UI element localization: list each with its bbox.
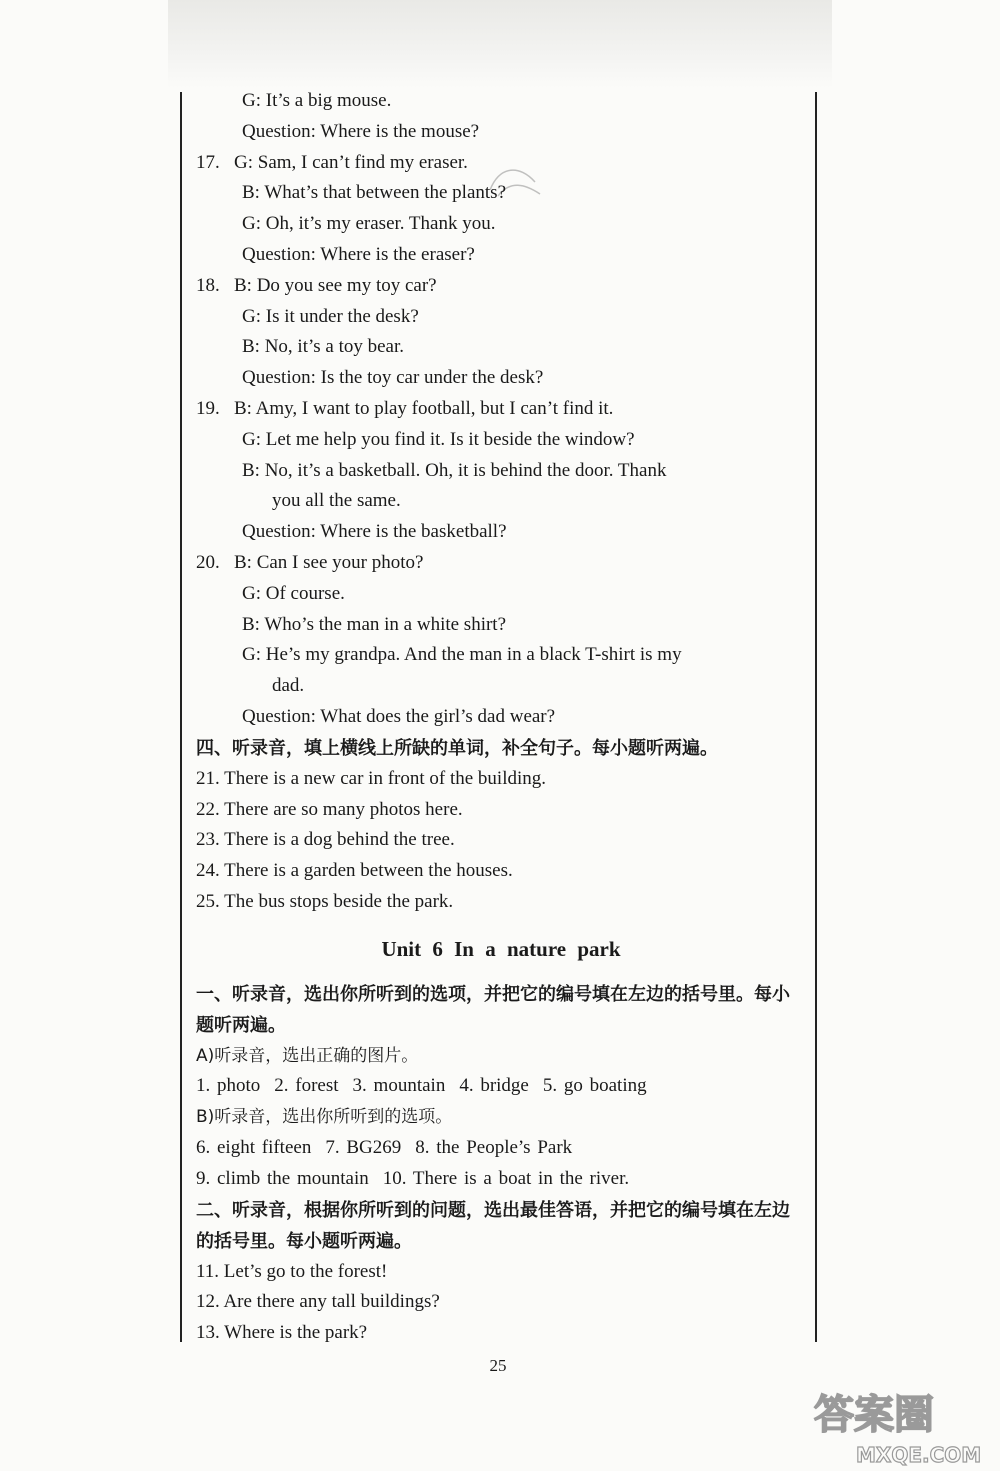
option-item: 8. the People’s Park xyxy=(415,1136,573,1158)
dialogue-line xyxy=(196,302,806,333)
dialogue-text: dad. xyxy=(272,675,305,697)
dialogue-line xyxy=(196,271,806,302)
dialogue-line xyxy=(196,671,806,702)
list-item: 12. Are there any tall buildings? xyxy=(196,1291,440,1313)
option-item: 7. BG269 xyxy=(325,1136,402,1158)
option-item: 10. There is a boat in the river. xyxy=(382,1167,630,1189)
dialogue-line xyxy=(196,610,806,641)
list-item: 21. There is a new car in front of the building. xyxy=(196,767,546,789)
option-item: 3. mountain xyxy=(352,1075,446,1097)
item-number: 18. xyxy=(196,274,220,296)
dialogue-text: G: Let me help you find it. Is it beside the window? xyxy=(242,428,635,450)
section4-heading: 四、听录音，填上横线上所缺的单词，补全句子。每小题听两遍。 xyxy=(196,737,718,759)
dialogue-line xyxy=(196,394,806,425)
unit-section1-heading: 一、听录音，选出你所听到的选项，并把它的编号填在左边的括号里。每小题听两遍。 xyxy=(196,983,790,1036)
dialogue-text: B: Who’s the man in a white shirt? xyxy=(242,613,507,635)
option-item: 6. eight fifteen xyxy=(196,1136,312,1158)
dialogue-line xyxy=(196,209,806,240)
list-item: 25. The bus stops beside the park. xyxy=(196,890,454,912)
dialogue-line xyxy=(196,640,806,671)
dialogue-line xyxy=(196,517,806,548)
dialogue-text: Question: What does the girl’s dad wear? xyxy=(242,705,556,727)
dialogue-line xyxy=(196,86,806,117)
dialogue-text: G: Sam, I can’t find my eraser. xyxy=(234,151,468,173)
dialogue-text: Question: Is the toy car under the desk? xyxy=(242,367,544,389)
dialogue-text: B: No, it’s a toy bear. xyxy=(242,336,405,358)
list-item: 11. Let’s go to the forest! xyxy=(196,1260,388,1282)
item-number: 19. xyxy=(196,397,220,419)
option-item: 4. bridge xyxy=(459,1075,529,1097)
dialogue-text: G: He’s my grandpa. And the man in a black T-shirt is my xyxy=(242,644,682,666)
page-number: 25 xyxy=(489,1356,507,1375)
page-content xyxy=(196,86,806,1349)
list-item: 22. There are so many photos here. xyxy=(196,798,463,820)
dialogue-line xyxy=(196,178,806,209)
dialogue-text: G: Oh, it’s my eraser. Thank you. xyxy=(242,213,496,235)
dialogue-text: B: What’s that between the plants? xyxy=(242,182,506,204)
dialogue-line xyxy=(196,579,806,610)
option-item: 9. climb the mountain xyxy=(196,1167,369,1189)
list-item: 23. There is a dog behind the tree. xyxy=(196,829,455,851)
dialogue-line xyxy=(196,548,806,579)
section4-list xyxy=(196,764,806,918)
section2-list xyxy=(196,1257,806,1349)
site-watermark-logo xyxy=(808,1378,996,1468)
dialogue-text: B: Amy, I want to play football, but I can’t find it. xyxy=(234,397,614,419)
dialogue-text: B: Can I see your photo? xyxy=(234,551,424,573)
dialogue-line xyxy=(196,486,806,517)
left-margin-rule xyxy=(180,92,182,1342)
dialogue-line xyxy=(196,240,806,271)
item-number: 20. xyxy=(196,551,220,573)
dialogue-line xyxy=(196,332,806,363)
dialogue-line xyxy=(196,702,806,733)
dialogue-line xyxy=(196,425,806,456)
dialogue-text: Question: Where is the mouse? xyxy=(242,120,480,142)
dialogue-text: B: Do you see my toy car? xyxy=(234,274,437,296)
dialogue-text: Question: Where is the eraser? xyxy=(242,243,475,265)
option-item: 1. photo xyxy=(196,1075,261,1097)
dialogue-text: G: Of course. xyxy=(242,582,345,604)
dialogue-text: B: No, it’s a basketball. Oh, it is behind the door. Thank xyxy=(242,459,667,481)
partB-heading: B)听录音，选出你所听到的选项。 xyxy=(196,1107,453,1128)
unit-title: Unit 6 In a nature park xyxy=(381,936,621,961)
dialogue-text: G: It’s a big mouse. xyxy=(242,90,392,111)
partB-items-row1 xyxy=(196,1133,806,1164)
right-margin-rule xyxy=(815,92,817,1342)
dialogue-text: G: Is it under the desk? xyxy=(242,305,419,327)
dialogue-text: you all the same. xyxy=(272,490,401,512)
list-item: 24. There is a garden between the houses. xyxy=(196,860,513,882)
list-item: 13. Where is the park? xyxy=(196,1322,368,1344)
item-number: 17. xyxy=(196,151,220,173)
dialogue-text: Question: Where is the basketball? xyxy=(242,521,507,543)
partA-items xyxy=(196,1071,806,1102)
dialogue-line xyxy=(196,456,806,487)
dialogue-line xyxy=(196,117,806,148)
option-item: 2. forest xyxy=(274,1075,339,1097)
option-item: 5. go boating xyxy=(542,1075,647,1097)
partB-items-row2 xyxy=(196,1164,806,1195)
scan-shadow xyxy=(168,0,832,88)
dialogue-line xyxy=(196,148,806,179)
watermark-site-text: MXQE.COM xyxy=(856,1443,982,1467)
partA-heading: A)听录音，选出正确的图片。 xyxy=(196,1045,419,1066)
dialogue-list xyxy=(196,86,806,733)
unit-section2-heading: 二、听录音，根据你所听到的问题，选出最佳答语，并把它的编号填在左边的括号里。每小题听两遍。 xyxy=(196,1199,790,1252)
watermark-logo-text: 答案圈 xyxy=(814,1392,934,1438)
dialogue-line xyxy=(196,363,806,394)
